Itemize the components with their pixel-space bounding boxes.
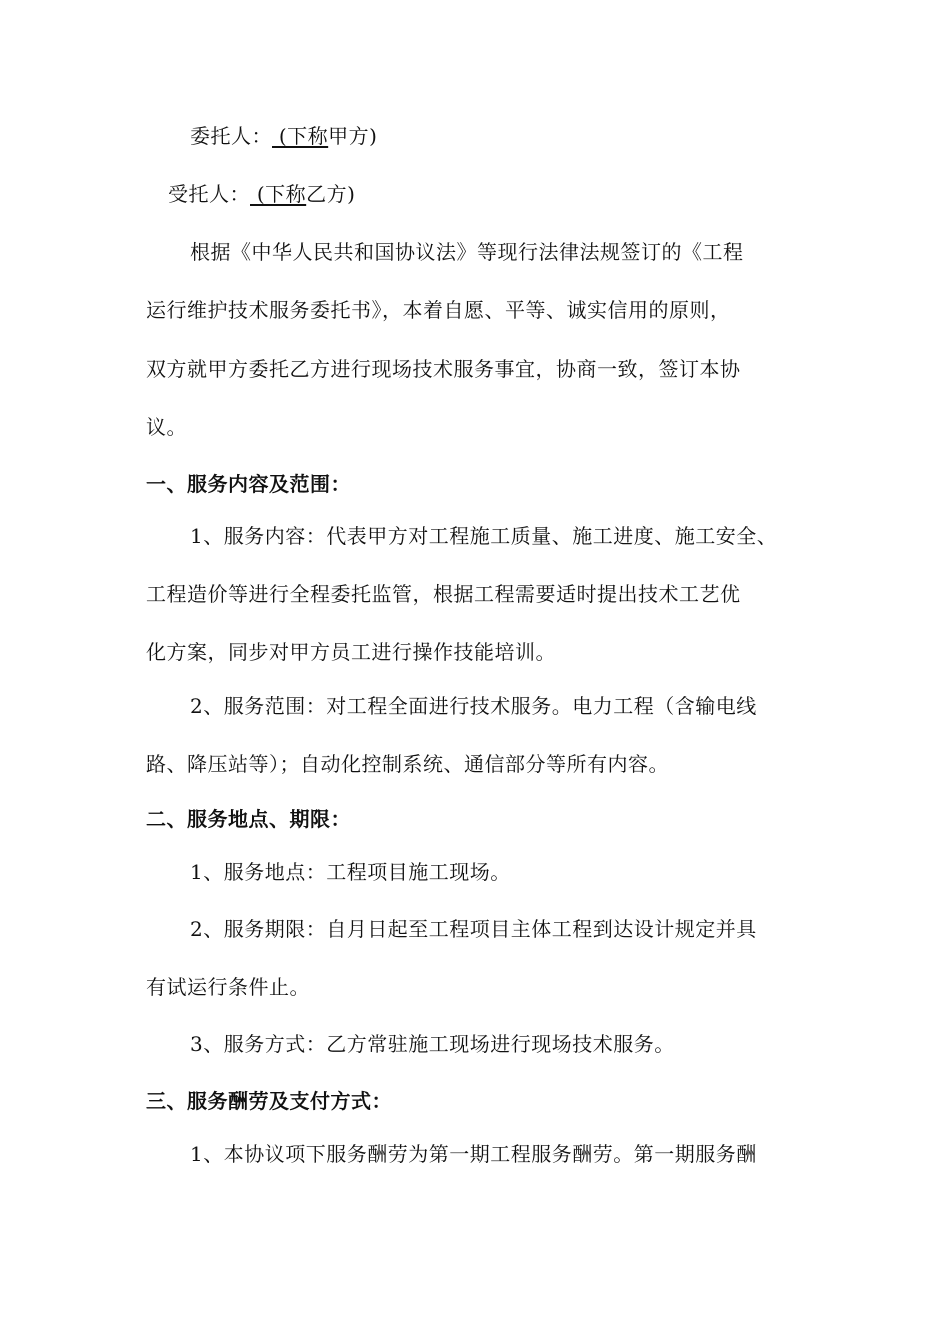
preamble-line: 双方就甲方委托乙方进行现场技术服务事宜，协商一致，签订本协 (146, 357, 741, 381)
agent-line (168, 180, 355, 208)
preamble-line: 议。 (146, 415, 187, 439)
agent-underlined-text: (下称 (250, 182, 307, 206)
section-heading: 三、服务酬劳及支付方式： (146, 1089, 392, 1113)
paragraph-line: 1、服务内容：代表甲方对工程施工质量、施工进度、施工安全、 (190, 524, 778, 548)
principal-line (190, 122, 377, 150)
principal-label: 委托人： (190, 124, 272, 148)
preamble-line: 运行维护技术服务委托书》，本着自愿、平等、诚实信用的原则， (146, 298, 731, 322)
paragraph-line: 路、降压站等）；自动化控制系统、通信部分等所有内容。 (146, 752, 669, 776)
paragraph-line: 1、本协议项下服务酬劳为第一期工程服务酬劳。第一期服务酬 (190, 1142, 757, 1166)
paragraph-line: 1、服务地点：工程项目施工现场。 (190, 860, 511, 884)
paragraph-line: 2、服务期限：自月日起至工程项目主体工程到达设计规定并具 (190, 917, 757, 941)
paragraph-line: 工程造价等进行全程委托监管，根据工程需要适时提出技术工艺优 (146, 582, 741, 606)
agent-label: 受托人： (168, 182, 250, 206)
section-heading: 一、服务内容及范围： (146, 472, 351, 496)
preamble-line: 根据《中华人民共和国协议法》等现行法律法规签订的《工程 (190, 240, 744, 264)
paragraph-line: 3、服务方式：乙方常驻施工现场进行现场技术服务。 (190, 1032, 675, 1056)
paragraph-line: 化方案，同步对甲方员工进行操作技能培训。 (146, 640, 556, 664)
section-heading: 二、服务地点、期限： (146, 807, 351, 831)
principal-suffix: 甲方) (328, 124, 378, 148)
agent-suffix: 乙方) (306, 182, 356, 206)
paragraph-line: 2、服务范围：对工程全面进行技术服务。电力工程（含输电线 (190, 694, 757, 718)
principal-underlined-text: (下称 (272, 124, 329, 148)
paragraph-line: 有试运行条件止。 (146, 975, 310, 999)
